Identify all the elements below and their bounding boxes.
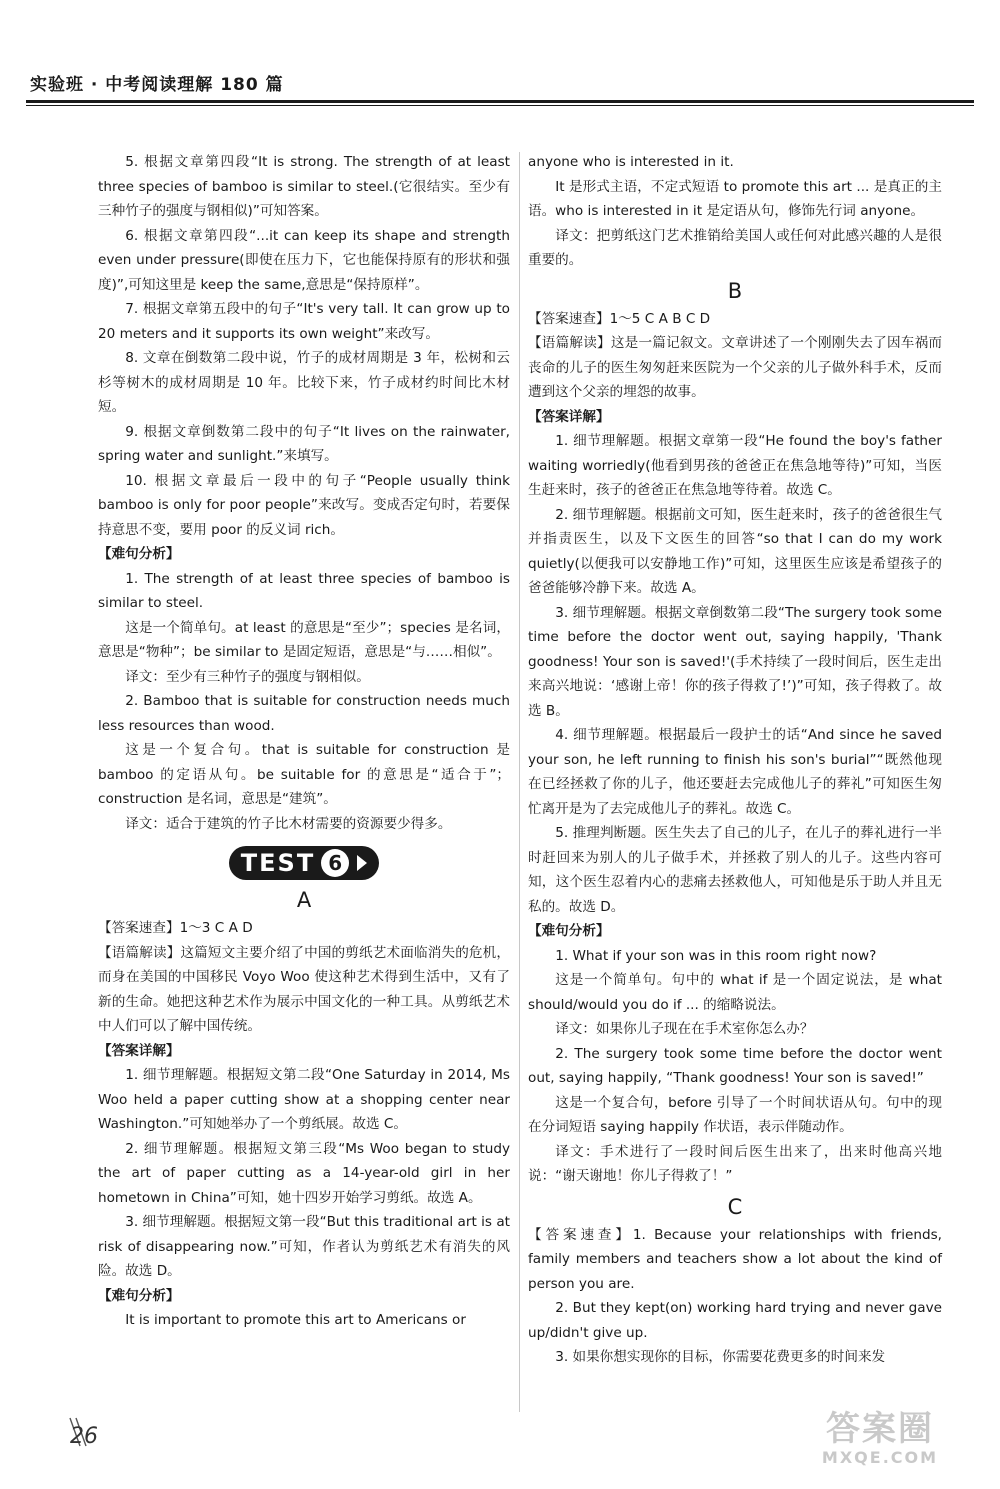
c-answer-3: 3. 如果你想实现你的目标，你需要花费更多的时间来发 [555, 1349, 886, 1365]
a-difficult-label: 【难句分析】 [98, 1287, 180, 1304]
test-number: 6 [321, 849, 349, 877]
answers-value: 1～5 C A B C D [609, 310, 711, 327]
right-column [528, 150, 942, 1370]
page-number: 26 [70, 1424, 98, 1449]
c-answer-1: 1. Because your relationships with friends, family members and teachers show a lot about the kind of person you are. [528, 1226, 943, 1292]
difficult-sentence-1: 1. The strength of at least three species of bamboo is similar to steel. [98, 570, 510, 611]
answer-explanation-10: 10. 根据文章最后一段中的句子“People usually think bamboo is only for poor people”来改写。变成否定句时，若要保持意思不变，要用 poor 的反义词 rich。 [98, 472, 510, 538]
answer-detail-label: 【答案详解】 [98, 1042, 180, 1059]
answer-explanation-5: 5. 根据文章第四段“It is strong. The strength of at least three species of bamboo is similar to steel.(它很结实。至少有三种竹子的强度与钢相似)”可知答案。 [98, 154, 510, 219]
answers-label: 【答案速查】 [528, 310, 610, 327]
a-difficult-sentence-cont: anyone who is interested in it. [528, 154, 734, 170]
difficult-sentence-1-analysis: 这是一个简单句。at least 的意思是“至少”；species 是名词，意思是“物种”；be similar to 是固定短语，意思是“与……相似”。 [98, 619, 510, 660]
watermark [790, 1410, 970, 1476]
column-divider [519, 152, 520, 1412]
b-detail-4: 4. 细节理解题。根据最后一段护士的话“And since he saved your son, he left running to finish his son's burial”“既然他现在已经拯救了你的儿子，他还要赶去完成他儿子的葬礼”可知医生匆忙离开是为了去完成他儿子的葬礼。故选 C。 [528, 727, 942, 817]
reading-label: 【语篇解读】 [528, 335, 611, 351]
answer-explanation-7: 7. 根据文章第五段中的句子“It's very tall. It can grow up to 20 meters and it supports its own weight”来改写。 [98, 301, 510, 342]
b-difficult-1-translation: 译文：如果你儿子现在在手术室你怎么办？ [555, 1021, 814, 1037]
b-difficult-label: 【难句分析】 [528, 923, 610, 939]
section-c-heading: C [727, 1194, 743, 1219]
b-difficult-2-translation: 译文：手术进行了一段时间后医生出来了，出来时他高兴地说：“谢天谢地！你儿子得救了！” [528, 1143, 942, 1184]
b-difficult-2-analysis: 这是一个复合句，before 引导了一个时间状语从句。句中的现在分词短语 saying happily 作状语，表示伴随动作。 [528, 1094, 942, 1135]
answer-explanation-9: 9. 根据文章倒数第二段中的句子“It lives on the rainwater, spring water and sunlight.”来填写。 [98, 423, 510, 464]
header-rule-thin [26, 105, 974, 106]
difficult-sentence-1-translation: 译文：至少有三种竹子的强度与钢相似。 [125, 668, 370, 685]
left-column [98, 150, 510, 1333]
play-arrow-icon [357, 855, 367, 871]
b-detail-3: 3. 细节理解题。根据文章倒数第二段“The surgery took some time before the doctor went out, saying happily, 'Thank goodness! Your son is saved!'(手术持续了一段时间后，医生走出来高兴地说：‘感谢上帝！你的孩子得救了!’)”可知，孩子得救了。故选 B。 [528, 604, 942, 719]
test-label: TEST [240, 848, 316, 877]
answers-value: 1～3 C A D [179, 920, 253, 936]
section-a-answers [98, 916, 510, 941]
b-detail-label: 【答案详解】 [528, 408, 610, 425]
test-banner [229, 846, 379, 880]
reading-text: 这是一篇记叙文。文章讲述了一个刚刚失去了因车祸而丧命的儿子的医生匆匆赶来医院为一个父亲的儿子做外科手术，反而遭到这个父亲的埋怨的故事。 [528, 335, 942, 400]
watermark-sub: MXQE.COM [821, 1448, 939, 1467]
section-b-reading [528, 331, 942, 405]
difficult-sentence-2-translation: 译文：适合于建筑的竹子比木材需要的资源要少得多。 [125, 815, 452, 832]
header-rule [26, 100, 974, 103]
a-detail-3: 3. 细节理解题。根据短文第一段“But this traditional art is at risk of disappearing now.”可知，作者认为剪纸艺术有消失的风险。故选 D。 [98, 1214, 510, 1279]
answer-explanation-8: 8. 文章在倒数第二段中说，竹子的成材周期是 3 年，松树和云杉等树木的成材周期是 10 年。比较下来，竹子成材约时间比木材短。 [98, 350, 510, 415]
answers-label: 【答案速查】 [528, 1226, 633, 1243]
b-difficult-2: 2. The surgery took some time before the doctor went out, saying happily, “Thank goodness! Your son is saved!” [528, 1045, 942, 1086]
b-difficult-1-analysis: 这是一个简单句。句中的 what if 是一个固定说法，是 what should/would you do if ... 的缩略说法。 [528, 972, 942, 1013]
a-difficult-analysis: It 是形式主语，不定式短语 to promote this art ... 是真正的主语。who is interested in it 是定语从句，修饰先行词 anyone。 [528, 178, 942, 219]
b-difficult-1: 1. What if your son was in this room right now? [555, 947, 877, 964]
section-a-reading [98, 941, 510, 1039]
difficult-sentence-label: 【难句分析】 [98, 546, 180, 562]
section-b-heading: B [727, 278, 743, 303]
difficult-sentence-2-analysis: 这是一个复合句。that is suitable for construction 是 bamboo 的定语从句。be suitable for 的意思是“适合于”；construction 是名词，意思是“建筑”。 [98, 742, 510, 807]
section-a-heading: A [296, 888, 312, 912]
a-detail-1: 1. 细节理解题。根据短文第二段“One Saturday in 2014, Ms Woo held a paper cutting show at a shopping center near Washington.”可知她举办了一个剪纸展。故选 C。 [98, 1067, 510, 1132]
answer-explanation-6: 6. 根据文章第四段“...it can keep its shape and strength even under pressure(即使在压力下，它也能保持原有的形状和强度)”,可知这里是 keep the same,意思是“保持原样”。 [98, 227, 510, 293]
running-header: 实验班 · 中考阅读理解 180 篇 [30, 75, 284, 95]
difficult-sentence-2: 2. Bamboo that is suitable for construction needs much less resources than wood. [98, 693, 510, 734]
answers-label: 【答案速查】 [98, 920, 180, 936]
reading-text: 这篇短文主要介绍了中国的剪纸艺术面临消失的危机，而身在美国的中国移民 Voyo Woo 使这种艺术得到生活中，又有了新的生命。她把这种艺术作为展示中国文化的一种工具。从剪纸艺术中人们可以了解中国传统。 [98, 944, 511, 1034]
reading-label: 【语篇解读】 [98, 944, 181, 961]
b-detail-2: 2. 细节理解题。根据前文可知，医生赶来时，孩子的爸爸很生气并指责医生，以及下文医生的回答“so that I can do my work quietly(以便我可以安静地工作)”可知，这里医生应该是希望孩子的爸爸能够冷静下来。故选 A。 [528, 506, 942, 596]
watermark-main: 答案圈 [826, 1409, 934, 1449]
a-detail-2: 2. 细节理解题。根据短文第三段“Ms Woo began to study the art of paper cutting as a 14-year-old girl in her hometown in China”可知，她十四岁开始学习剪纸。故选 A。 [98, 1140, 510, 1206]
a-difficult-sentence: It is important to promote this art to Americans or [125, 1312, 466, 1328]
section-c-answers [528, 1223, 942, 1297]
a-difficult-translation: 译文：把剪纸这门艺术推销给美国人或任何对此感兴趣的人是很重要的。 [528, 227, 942, 268]
section-b-answers [528, 307, 942, 332]
b-detail-1: 1. 细节理解题。根据文章第一段“He found the boy's father waiting worriedly(他看到男孩的爸爸正在焦急地等待)”可知，当医生赶来时，孩子的爸爸正在焦急地等待着。故选 C。 [528, 433, 942, 498]
c-answer-2: 2. But they kept(on) working hard trying and never gave up/didn't give up. [528, 1300, 942, 1341]
b-detail-5: 5. 推理判断题。医生失去了自己的儿子，在儿子的葬礼进行一半时赶回来为别人的儿子做手术，并拯救了别人的儿子。这些内容可知，这个医生忍着内心的悲痛去拯救他人，可知他是乐于助人并且无私的。故选 D。 [528, 825, 942, 915]
